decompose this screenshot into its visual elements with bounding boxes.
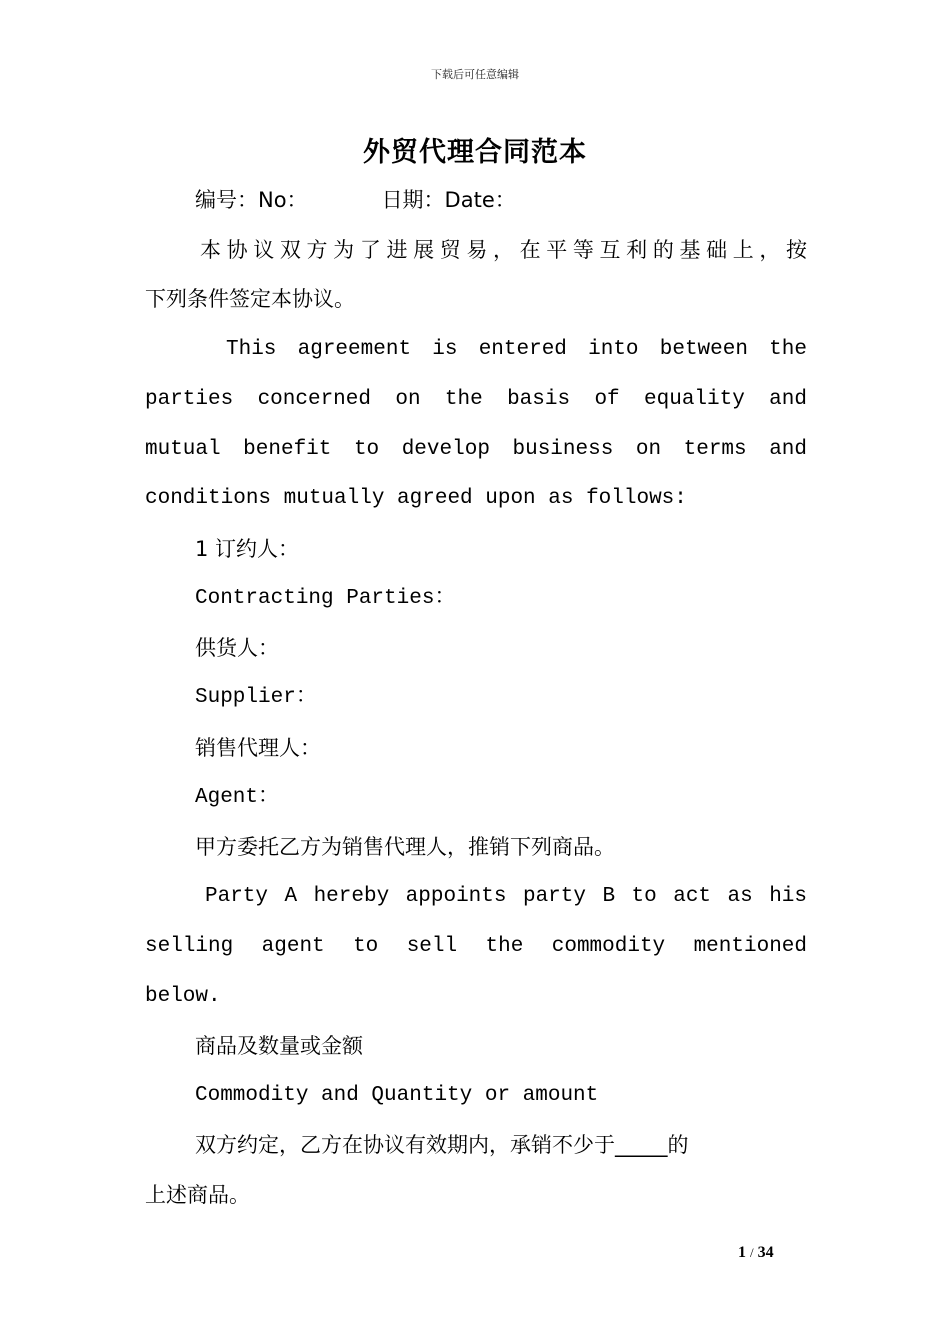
page-current: 1 bbox=[738, 1244, 746, 1261]
appoint-en-line-3: below. bbox=[145, 985, 221, 1008]
header-note: 下载后可任意编辑 bbox=[431, 68, 519, 81]
commodity-en: Commodity and Quantity or amount bbox=[195, 1084, 599, 1107]
commodity-cn: 商品及数量或金额 bbox=[195, 1034, 363, 1058]
intro-en-line-3: mutual benefit to develop business on terms and bbox=[145, 438, 807, 461]
section-1-heading-cn: 1 订约人： bbox=[195, 537, 300, 561]
supplier-label-en: Supplier： bbox=[195, 686, 317, 709]
intro-en-line-4: conditions mutually agreed upon as follows: bbox=[145, 487, 687, 510]
agent-label-cn: 销售代理人： bbox=[195, 736, 321, 760]
page-separator: / bbox=[750, 1245, 754, 1260]
intro-en-line-1: This agreement is entered into between the bbox=[226, 338, 807, 361]
agent-label-en: Agent： bbox=[195, 786, 280, 809]
appoint-cn: 甲方委托乙方为销售代理人，推销下列商品。 bbox=[195, 835, 615, 859]
intro-cn-line-1: 本协议双方为了进展贸易，在平等互利的基础上，按 bbox=[200, 238, 807, 262]
appoint-en-line-2: selling agent to sell the commodity mentioned bbox=[145, 935, 807, 958]
intro-en-line-2: parties concerned on the basis of equality and bbox=[145, 388, 807, 411]
number-label: 编号：No： bbox=[195, 188, 308, 212]
intro-cn-line-2: 下列条件签定本协议。 bbox=[145, 287, 355, 311]
page-number bbox=[738, 1244, 774, 1262]
date-label: 日期：Date： bbox=[381, 188, 516, 212]
quantity-clause-line-2: 上述商品。 bbox=[145, 1183, 250, 1207]
page-total: 34 bbox=[757, 1244, 774, 1261]
document-title: 外贸代理合同范本 bbox=[363, 137, 587, 168]
supplier-label-cn: 供货人： bbox=[195, 636, 279, 660]
appoint-en-line-1: Party A hereby appoints party B to act as his bbox=[205, 885, 807, 908]
meta-line bbox=[195, 185, 807, 215]
quantity-clause-line-1: 双方约定，乙方在协议有效期内，承销不少于_____的 bbox=[195, 1133, 689, 1157]
section-1-heading-en: Contracting Parties： bbox=[195, 587, 456, 610]
